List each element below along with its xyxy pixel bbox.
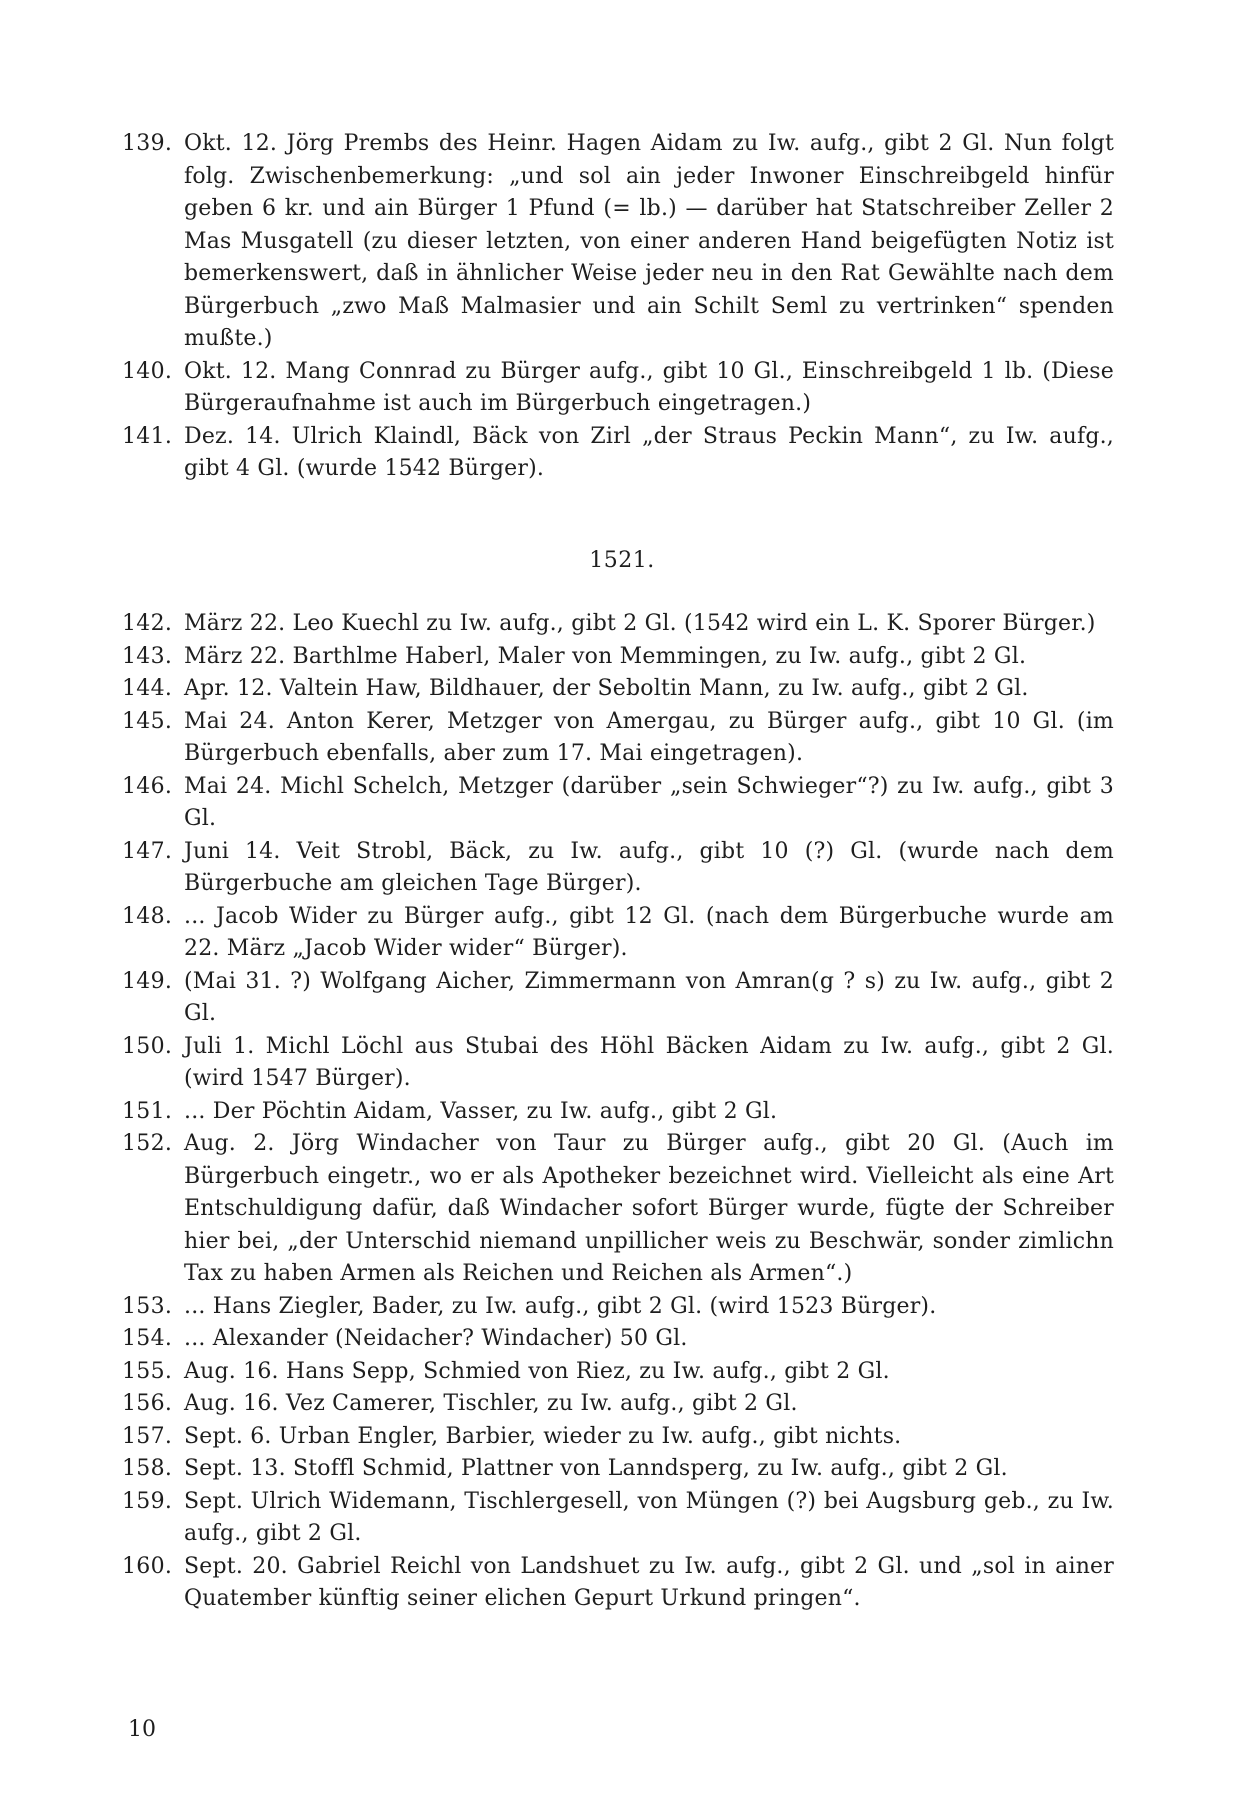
entry-number: 140. bbox=[122, 358, 173, 384]
entry bbox=[122, 128, 1114, 356]
entry-number: 143. bbox=[122, 643, 173, 669]
entry-number: 159. bbox=[122, 1488, 173, 1514]
entry bbox=[122, 1323, 1114, 1356]
entry-text: ... Hans Ziegler, Bader, zu Iw. aufg., gibt 2 Gl. (wird 1523 Bürger). bbox=[184, 1293, 937, 1319]
entry bbox=[122, 1096, 1114, 1129]
entry bbox=[122, 1486, 1114, 1551]
entry-text: Aug. 2. Jörg Windacher von Taur zu Bürger aufg., gibt 20 Gl. (Auch im Bürgerbuch eingetr., wo er als Apotheker bezeichnet wird. Vielleicht als eine Art Entschuldigung dafür, daß Windacher sofort Bürger wurde, fügte der Schreiber hier bei, „der Unterschid niemand unpillicher weis zu Beschwär, sonder zimlichn Tax zu haben Armen als Reichen und Reichen als Armen“.) bbox=[184, 1131, 1114, 1286]
entry-text: Aug. 16. Vez Camerer, Tischler, zu Iw. aufg., gibt 2 Gl. bbox=[184, 1391, 798, 1416]
entry bbox=[122, 608, 1114, 641]
entry bbox=[122, 421, 1114, 486]
entry bbox=[122, 1551, 1114, 1616]
entry-number: 141. bbox=[122, 423, 173, 449]
entry-text: Aug. 16. Hans Sepp, Schmied von Riez, zu Iw. aufg., gibt 2 Gl. bbox=[184, 1358, 890, 1384]
entries-1521 bbox=[122, 608, 1114, 1616]
page-number: 10 bbox=[128, 1717, 156, 1742]
year-heading: 1521. bbox=[589, 548, 655, 573]
entry-text: Sept. 20. Gabriel Reichl von Landshuet zu Iw. aufg., gibt 2 Gl. und „sol in ainer Quatember künftig seiner elichen Gepurt Urkund pringen“. bbox=[184, 1553, 1114, 1611]
entry bbox=[122, 1356, 1114, 1389]
entry-text: Okt. 12. Mang Connrad zu Bürger aufg., gibt 10 Gl., Einschreibgeld 1 lb. (Diese Bürgeraufnahme ist auch im Bürgerbuch eingetragen.) bbox=[184, 358, 1114, 416]
entry bbox=[122, 1421, 1114, 1454]
entry bbox=[122, 356, 1114, 421]
entry bbox=[122, 1291, 1114, 1324]
entry-number: 142. bbox=[122, 611, 173, 636]
entry-number: 154. bbox=[122, 1326, 173, 1351]
entry bbox=[122, 1031, 1114, 1096]
entry-text: Juli 1. Michl Löchl aus Stubai des Höhl Bäcken Aidam zu Iw. aufg., gibt 2 Gl. (wird 1547 Bürger). bbox=[184, 1033, 1114, 1091]
entry-number: 146. bbox=[122, 773, 173, 799]
entry-number: 157. bbox=[122, 1423, 173, 1449]
entry-text: Sept. 13. Stoffl Schmid, Plattner von Lanndsperg, zu Iw. aufg., gibt 2 Gl. bbox=[184, 1456, 1008, 1481]
entry-text: ... Alexander (Neidacher? Windacher) 50 Gl. bbox=[184, 1326, 688, 1351]
entry-text: Dez. 14. Ulrich Klaindl, Bäck von Zirl „der Straus Peckin Mann“, zu Iw. aufg., gibt 4 Gl. (wurde 1542 Bürger). bbox=[184, 423, 1114, 481]
entry-number: 144. bbox=[122, 676, 173, 701]
entry-number: 155. bbox=[122, 1358, 173, 1384]
entry-number: 148. bbox=[122, 903, 173, 929]
entry-number: 139. bbox=[122, 131, 173, 156]
entry-number: 151. bbox=[122, 1098, 173, 1124]
entry-text: März 22. Leo Kuechl zu Iw. aufg., gibt 2 Gl. (1542 wird ein L. K. Sporer Bürger.) bbox=[184, 611, 1096, 636]
entry bbox=[122, 673, 1114, 706]
entry-number: 158. bbox=[122, 1456, 173, 1481]
entry bbox=[122, 1128, 1114, 1291]
entry-number: 160. bbox=[122, 1553, 173, 1579]
entry-number: 156. bbox=[122, 1391, 173, 1416]
entry-text: Sept. 6. Urban Engler, Barbier, wieder zu Iw. aufg., gibt nichts. bbox=[184, 1423, 902, 1449]
entry-text: Mai 24. Michl Schelch, Metzger (darüber „sein Schwieger“?) zu Iw. aufg., gibt 3 Gl. bbox=[184, 773, 1114, 831]
entry-text: März 22. Barthlme Haberl, Maler von Memmingen, zu Iw. aufg., gibt 2 Gl. bbox=[184, 643, 1027, 669]
entry bbox=[122, 641, 1114, 674]
entry bbox=[122, 771, 1114, 836]
entry bbox=[122, 1388, 1114, 1421]
entry-text: (Mai 31. ?) Wolfgang Aicher, Zimmermann von Amran(g ? s) zu Iw. aufg., gibt 2 Gl. bbox=[184, 968, 1114, 1026]
entry-text: Okt. 12. Jörg Prembs des Heinr. Hagen Aidam zu Iw. aufg., gibt 2 Gl. Nun folgt folg. Zwischenbemerkung: „und sol ain jeder Inwoner Einschreibgeld hinfür geben 6 kr. und ain Bürger 1 Pfund (= lb.) — darüber hat Statschreiber Zeller 2 Mas Musgatell (zu dieser letzten, von einer anderen Hand beigefügten Notiz ist bemerkenswert, daß in ähnlicher Weise jeder neu in den Rat Gewählte nach dem Bürgerbuch „zwo Maß Malmasier und ain Schilt Seml zu vertrinken“ spenden mußte.) bbox=[184, 131, 1114, 351]
entry bbox=[122, 1453, 1114, 1486]
entry-number: 152. bbox=[122, 1131, 173, 1156]
entry bbox=[122, 706, 1114, 771]
entry-number: 149. bbox=[122, 968, 173, 994]
entry-number: 150. bbox=[122, 1033, 173, 1059]
entry-text: ... Der Pöchtin Aidam, Vasser, zu Iw. aufg., gibt 2 Gl. bbox=[184, 1098, 778, 1124]
entry bbox=[122, 966, 1114, 1031]
entry-text: Juni 14. Veit Strobl, Bäck, zu Iw. aufg., gibt 10 (?) Gl. (wurde nach dem Bürgerbuche am gleichen Tage Bürger). bbox=[184, 838, 1114, 896]
entry-text: Mai 24. Anton Kerer, Metzger von Amergau, zu Bürger aufg., gibt 10 Gl. (im Bürgerbuch ebenfalls, aber zum 17. Mai eingetragen). bbox=[184, 708, 1114, 766]
entry-text: ... Jacob Wider zu Bürger aufg., gibt 12 Gl. (nach dem Bürgerbuche wurde am 22. März „Jacob Wider wider“ Bürger). bbox=[184, 903, 1114, 961]
entry-number: 145. bbox=[122, 708, 173, 734]
entry-number: 147. bbox=[122, 838, 173, 864]
entry-number: 153. bbox=[122, 1293, 173, 1319]
entries-1520 bbox=[122, 128, 1114, 486]
entry bbox=[122, 836, 1114, 901]
entry bbox=[122, 901, 1114, 966]
entry-text: Sept. Ulrich Widemann, Tischlergesell, von Müngen (?) bei Augsburg geb., zu Iw. aufg., gibt 2 Gl. bbox=[184, 1488, 1114, 1546]
entry-text: Apr. 12. Valtein Haw, Bildhauer, der Seboltin Mann, zu Iw. aufg., gibt 2 Gl. bbox=[184, 676, 1029, 701]
